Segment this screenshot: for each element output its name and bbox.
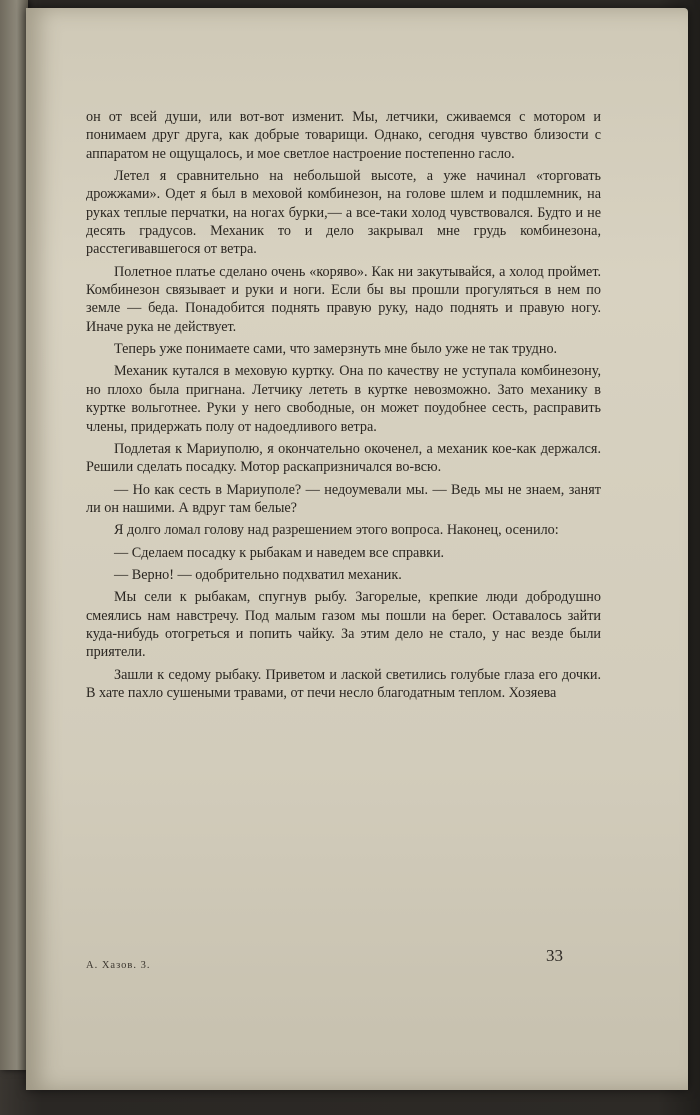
paragraph: — Верно! — одобрительно подхватил механик. (114, 566, 402, 583)
page-number: 33 (546, 946, 563, 965)
paragraph: Я долго ломал голову над разрешением этого вопроса. Наконец, осенило: (114, 522, 559, 539)
printer-signature: А. Хазов. 3. (86, 960, 151, 971)
paragraph: — Но как сесть в Мариуполе? — недоумевали мы. — Ведь мы не знаем, занят ли он нашими. А вдруг там белые? (86, 481, 601, 516)
paragraph: Полетное платье сделано очень «коряво». Как ни закутывайся, а холод проймет. Комбинезон связывает и руки и ноги. Если бы вы прошли прогуляться в нем по земле — беда. Понадобится поднять правую руку, надо поднять и правую ногу. Иначе рука не действует. (86, 263, 601, 335)
book-page (26, 8, 688, 1090)
paragraph: — Сделаем посадку к рыбакам и наведем все справки. (114, 544, 445, 561)
paragraph: Зашли к седому рыбаку. Приветом и лаской светились голубые глаза его дочки. В хате пахло сушеными травами, от печи несло благодатным теплом. Хозяева (86, 666, 601, 701)
previous-page-edge (0, 0, 28, 1070)
paragraph: Подлетая к Мариуполю, я окончательно окоченел, а механик кое-как держался. Решили сделать посадку. Мотор раскапризничался во-всю. (86, 440, 601, 476)
paragraph: Механик кутался в меховую куртку. Она по качеству не уступала комбинезону, но плохо была пригнана. Летчику лететь в куртке невозможно. Зато механику в куртке вольготнее. Руки у него свободные, он может поудобнее сесть, расправить члены, придержать полу от надоедливого ветра. (86, 363, 601, 435)
paragraph: Мы сели к рыбакам, спугнув рыбу. Загорелые, крепкие люди добродушно смеялись нам навстречу. Под малым газом мы пошли на берег. Оставалось зайти куда-нибудь отогреться и попить чайку. За этим дело не стало, у нас везде были приятели. (86, 589, 601, 661)
paragraph: Теперь уже понимаете сами, что замерзнуть мне было уже не так трудно. (114, 341, 558, 358)
body-text (86, 108, 601, 706)
paragraph: он от всей души, или вот-вот изменит. Мы, летчики, сживаемся с мотором и понимаем друг друга, как добрые товарищи. Однако, сегодня чувство близости с аппаратом не ощущалось, и мое светлое настроение постепенно гасло. (86, 109, 601, 162)
paragraph: Летел я сравнительно на небольшой высоте, а уже начинал «торговать дрожжами». Одет я был в меховой комбинезон, на голове шлем и подшлемник, на руках теплые перчатки, на ногах бурки,— а все-таки холод чувствовался. Будто и не десять градусов. Механик то и дело закрывал мне грудь комбинезона, расстегивавшегося от ветра. (86, 168, 601, 258)
